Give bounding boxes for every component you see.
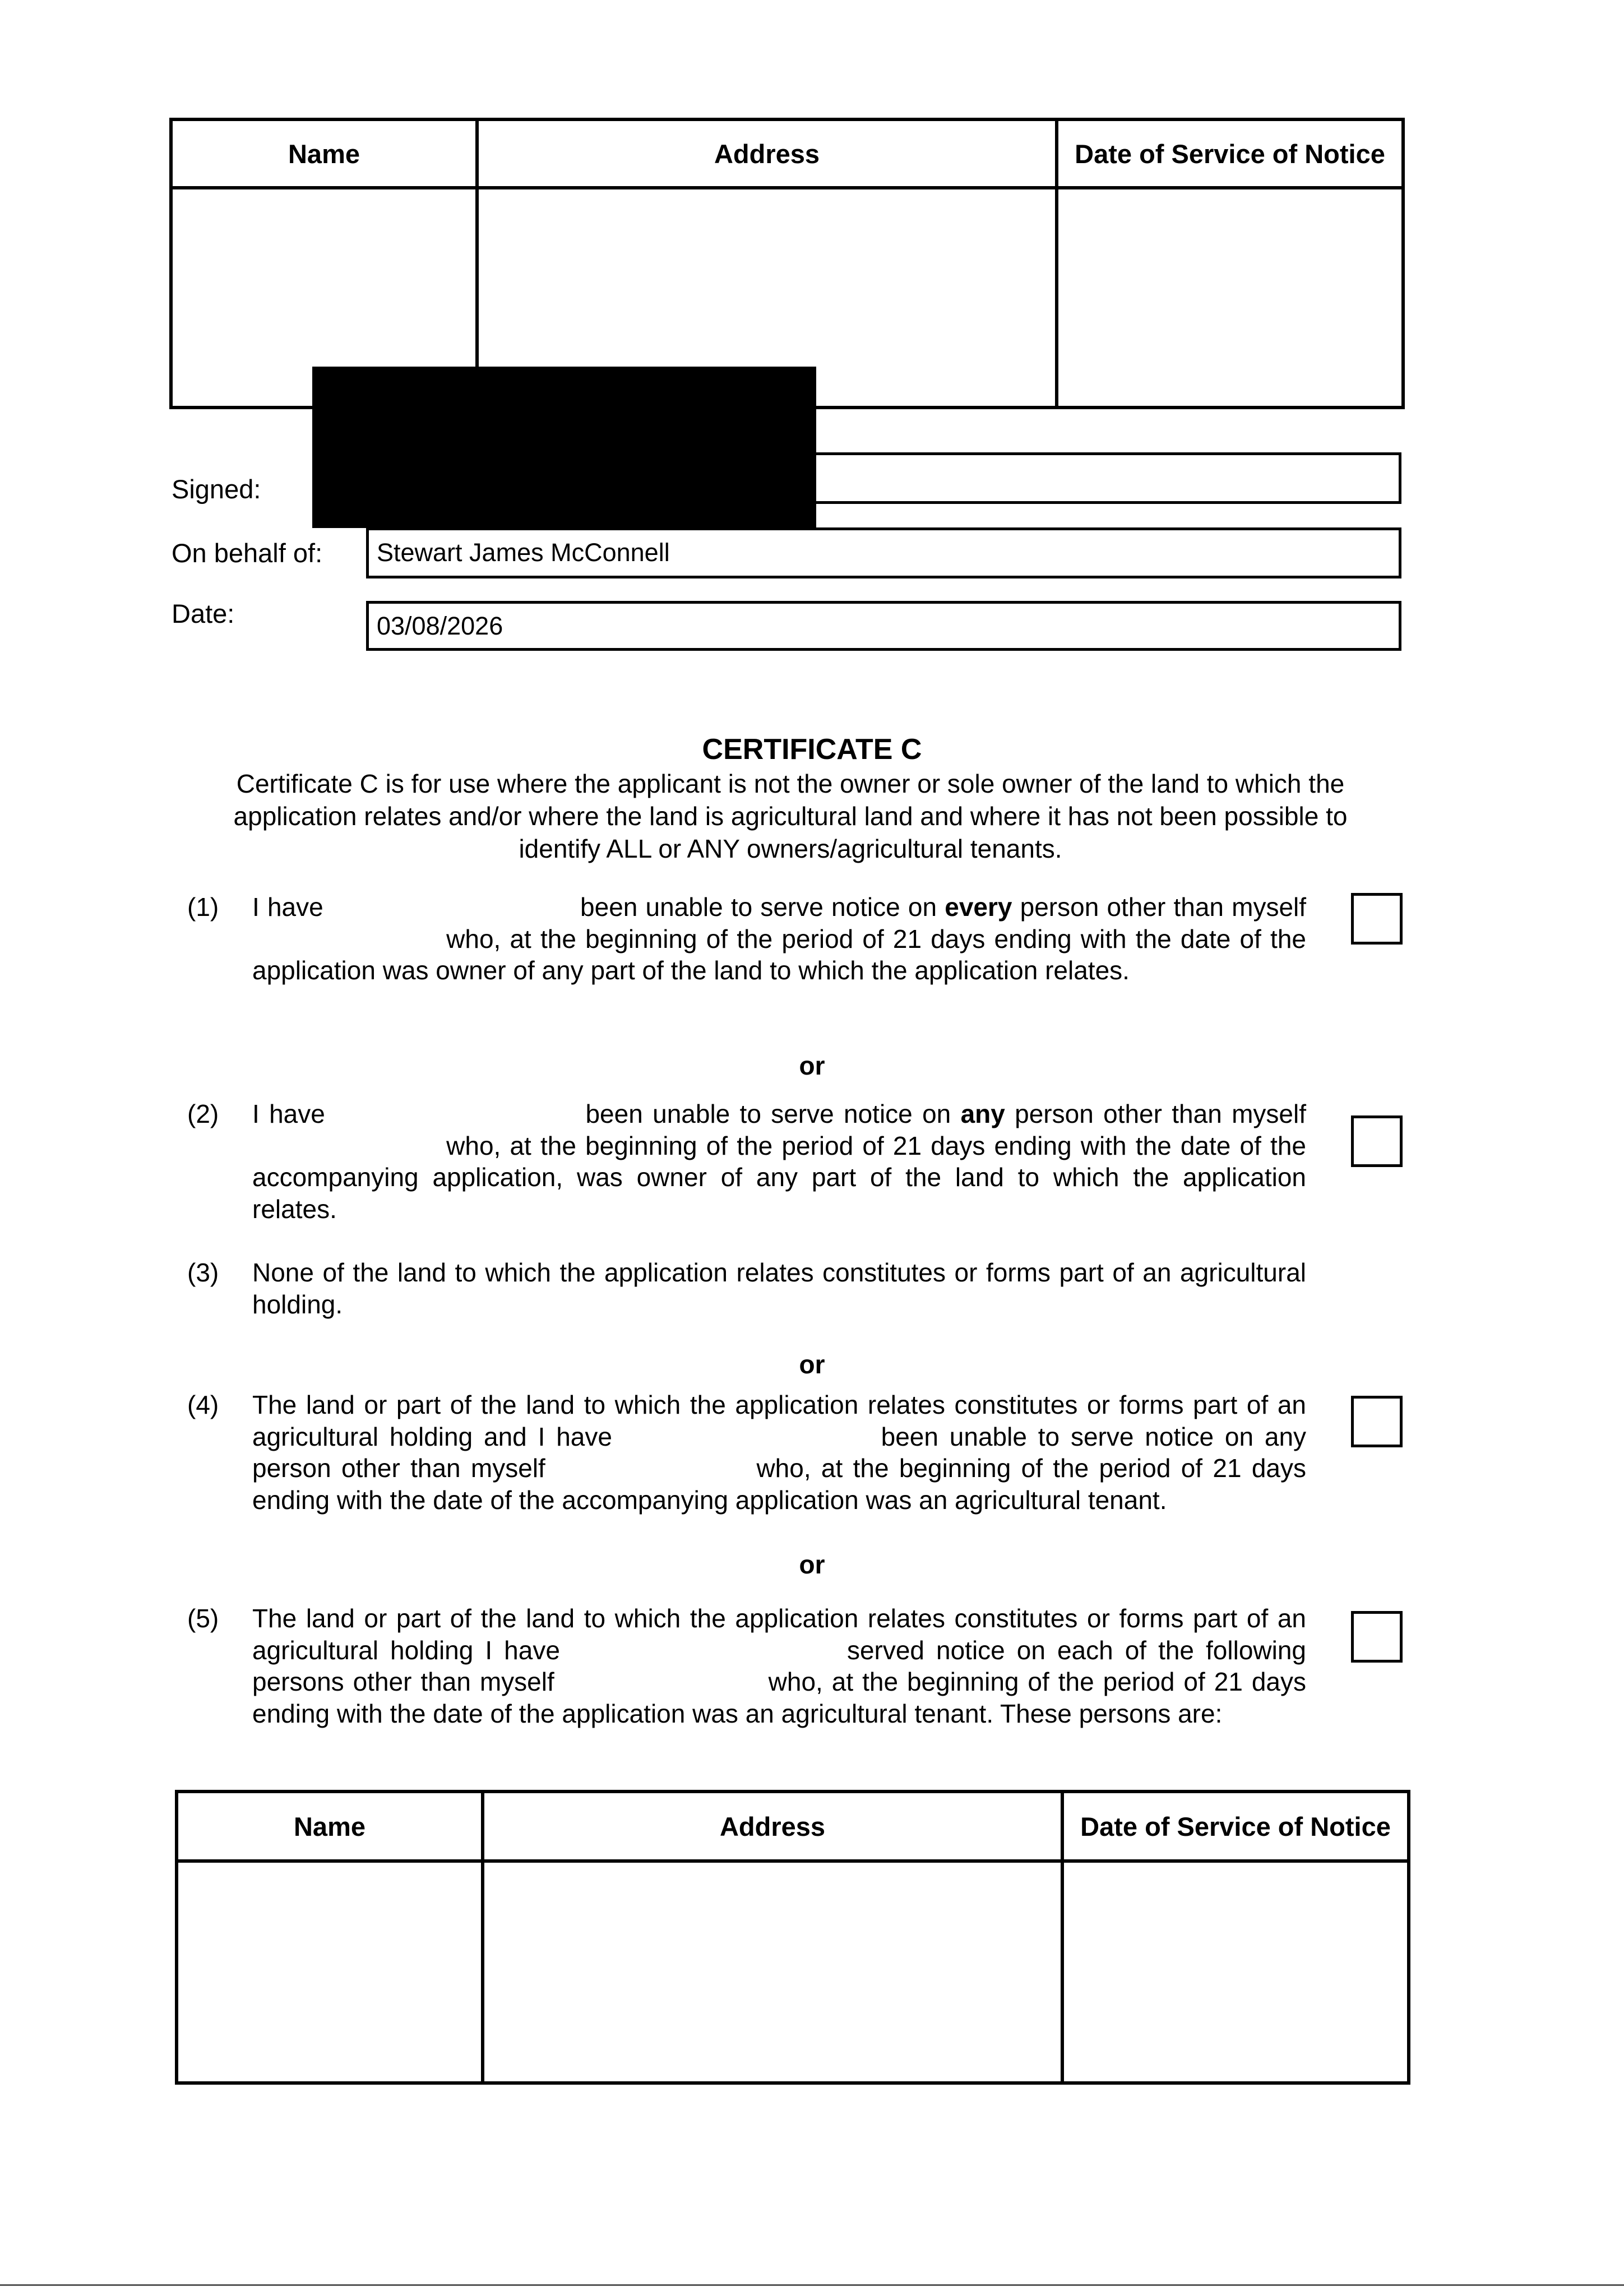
name-column-header: Name bbox=[177, 1792, 483, 1861]
item-2-number: (2) bbox=[187, 1099, 219, 1128]
address-column-header: Address bbox=[477, 119, 1057, 188]
or-separator-1: or bbox=[799, 1051, 825, 1080]
item-4-text bbox=[252, 1389, 1306, 1516]
item-2-part-b: been unable to serve notice on bbox=[585, 1099, 951, 1128]
date-of-service-column-header: Date of Service of Notice bbox=[1062, 1792, 1409, 1861]
address-column-header: Address bbox=[483, 1792, 1062, 1861]
item-2-emphasis: any bbox=[960, 1099, 1005, 1128]
certificate-intro: Certificate C is for use where the applicant is not the owner or sole owner of the land to which the application relates and/or where the land is agricultural land and where it has not been possible to identify ALL or ANY owners/agricultural tenants. bbox=[233, 769, 1348, 863]
on-behalf-of-label: On behalf of: bbox=[172, 538, 323, 568]
item-1-part-a: I have bbox=[252, 892, 323, 922]
signed-label: Signed: bbox=[172, 474, 261, 504]
item-5-part-a: The land or part of the land to which the application relates constitutes or forms part of an agricultural holding I have bbox=[252, 1604, 1306, 1665]
address-cell[interactable] bbox=[483, 1861, 1062, 2083]
date-of-service-cell[interactable] bbox=[1062, 1861, 1409, 2083]
date-field[interactable]: 03/08/2026 bbox=[366, 601, 1401, 651]
bottom-notice-table bbox=[175, 1790, 1410, 2085]
date-label: Date: bbox=[172, 599, 235, 628]
item-1-part-b: been unable to serve notice on bbox=[580, 892, 937, 922]
item-3-number: (3) bbox=[187, 1258, 219, 1287]
item-1-emphasis: every bbox=[945, 892, 1012, 922]
item-4-part-a: The land or part of the land to which the application relates constitutes or forms part of an agricultural holding and I have bbox=[252, 1390, 1306, 1451]
item-4-number: (4) bbox=[187, 1390, 219, 1419]
item-2-part-c: person other than myself bbox=[1015, 1099, 1306, 1128]
item-3-text: None of the land to which the application relates constitutes or forms part of an agricultural holding. bbox=[252, 1258, 1306, 1319]
signature-redaction bbox=[312, 367, 816, 528]
item-4-part-b: been unable to serve notice on any person other than myself bbox=[252, 1422, 1307, 1483]
item-4-checkbox[interactable] bbox=[1351, 1396, 1403, 1447]
date-of-service-cell[interactable] bbox=[1057, 188, 1403, 408]
item-1-number: (1) bbox=[187, 892, 219, 922]
or-separator-3: or bbox=[799, 1550, 825, 1579]
page-bottom-rule bbox=[0, 2284, 1624, 2286]
item-5-checkbox[interactable] bbox=[1351, 1611, 1403, 1663]
name-column-header: Name bbox=[171, 119, 477, 188]
or-separator-2: or bbox=[799, 1350, 825, 1379]
item-1-text bbox=[252, 891, 1306, 987]
item-2-checkbox[interactable] bbox=[1351, 1115, 1403, 1167]
item-5-text bbox=[252, 1603, 1306, 1729]
on-behalf-of-field[interactable]: Stewart James McConnell bbox=[366, 527, 1401, 578]
item-1-part-c: person other than myself bbox=[1020, 892, 1307, 922]
item-2-part-d: who, at the beginning of the period of 21 days ending with the date of the accompanying application, was owner of any part of the land to which the application relates. bbox=[252, 1131, 1306, 1224]
item-5-number: (5) bbox=[187, 1604, 219, 1633]
item-5-part-c: who, at the beginning of the period of 21 days ending with the date of the application was an agricultural tenant. These persons are: bbox=[252, 1667, 1307, 1728]
top-notice-table bbox=[169, 118, 1405, 409]
item-1-part-d: who, at the beginning of the period of 21 days ending with the date of the application was owner of any part of the land to which the application relates. bbox=[252, 924, 1306, 985]
certificate-title: CERTIFICATE C bbox=[702, 733, 922, 766]
item-1-checkbox[interactable] bbox=[1351, 893, 1403, 945]
item-2-part-a: I have bbox=[252, 1099, 325, 1128]
item-5-part-b: served notice on each of the following persons other than myself bbox=[252, 1635, 1307, 1696]
item-4-part-c: who, at the beginning of the period of 21 days ending with the date of the accompanying application was an agricultural tenant. bbox=[252, 1453, 1307, 1515]
name-cell[interactable] bbox=[177, 1861, 483, 2083]
date-of-service-column-header: Date of Service of Notice bbox=[1057, 119, 1403, 188]
item-2-text bbox=[252, 1098, 1306, 1225]
